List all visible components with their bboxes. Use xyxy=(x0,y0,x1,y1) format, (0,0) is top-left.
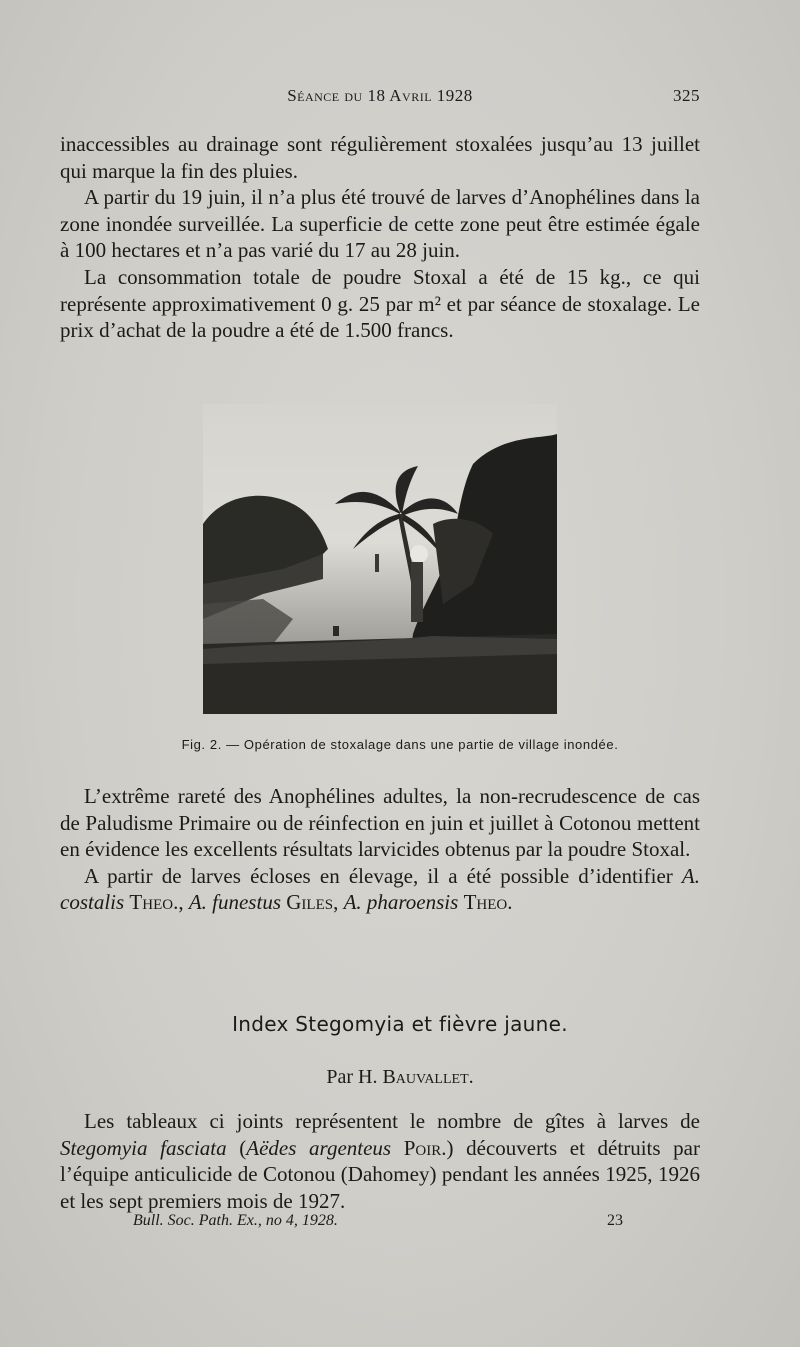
species-costalis: A. costalis xyxy=(60,863,700,915)
species-aedes: Aëdes argenteus xyxy=(246,1135,392,1160)
running-header xyxy=(60,86,700,110)
paragraph-4: L’extrême rareté des Anophélines adultes, la non-recrudescence de cas de Paludisme Primaire ou de réinfection en juin et juillet à Cotonou mettent en évidence les excellents résultats larvicides obtenus par la poudre Stoxal. xyxy=(60,784,700,862)
author-prefix: Par H. xyxy=(326,1066,378,1088)
text-block-top xyxy=(60,131,700,344)
species-stegomyia: Stegomyia fasciata xyxy=(60,1135,227,1160)
paragraph-6-start: Les tableaux ci joints représentent le nombre de gîtes à larves de xyxy=(84,1109,700,1133)
running-title: Séance du 18 Avril 1928 xyxy=(287,86,473,105)
species-funestus: A. funestus xyxy=(188,890,281,915)
text-block-middle xyxy=(60,783,700,916)
signature-mark: 23 xyxy=(607,1212,623,1229)
text-block-bottom xyxy=(60,1108,700,1214)
paragraph-5: A partir de larves écloses en élevage, il a été possible d’identifier A. costalis Theo., A. funestus Giles, A. pharoensis Theo. xyxy=(60,863,700,915)
author-theo-2: Theo. xyxy=(463,890,513,915)
paragraph-2: A partir du 19 juin, il n’a plus été trouvé de larves d’Anophélines dans la zone inondée surveillée. La superficie de cette zone peut être estimée égale à 100 hectares et n’a pas varié du 17 au 28 juin. xyxy=(60,185,700,263)
page-footer xyxy=(133,1212,623,1230)
species-pharoensis: A. pharoensis xyxy=(343,890,459,915)
author-name: Bauvallet. xyxy=(382,1066,474,1088)
author-giles: Giles xyxy=(286,890,334,915)
paragraph-3: La consommation totale de poudre Stoxal a été de 15 kg., ce qui représente approximativement 0 g. 25 par m² et par séance de stoxalage. Le prix d’achat de la poudre a été de 1.500 francs. xyxy=(60,264,700,343)
paragraph-6-end: ) découverts et détruits par l’équipe anticulicide de Cotonou (Dahomey) pendant les années 1925, 1926 et les sept premiers mois de 1927. xyxy=(60,1135,701,1213)
paragraph-1: inaccessibles au drainage sont régulièrement stoxalées jusqu’au 13 juillet qui marque la fin des pluies. xyxy=(60,132,700,183)
author-theo-1: Theo. xyxy=(129,890,179,915)
figure-caption: Fig. 2. — Opération de stoxalage dans une partie de village inondée. xyxy=(181,737,619,752)
page-number: 325 xyxy=(673,86,700,105)
article-author xyxy=(60,1066,740,1089)
photo-flooded-village xyxy=(203,404,557,714)
journal-reference: Bull. Soc. Path. Ex., no 4, 1928. xyxy=(133,1212,338,1229)
article-title: Index Stegomyia et fièvre jaune. xyxy=(232,1012,568,1036)
paragraph-6: Les tableaux ci joints représentent le nombre de gîtes à larves de Stegomyia fasciata (Aëdes argenteus Poir.) découverts et détruits par l’équipe anticulicide de Cotonou (Dahomey) pendant les années 1925, 1926 et les sept premiers mois de 1927. xyxy=(60,1109,701,1213)
paragraph-5-text: A partir de larves écloses en élevage, il a été possible d’identifier xyxy=(84,863,682,888)
author-poir: Poir. xyxy=(403,1135,447,1160)
